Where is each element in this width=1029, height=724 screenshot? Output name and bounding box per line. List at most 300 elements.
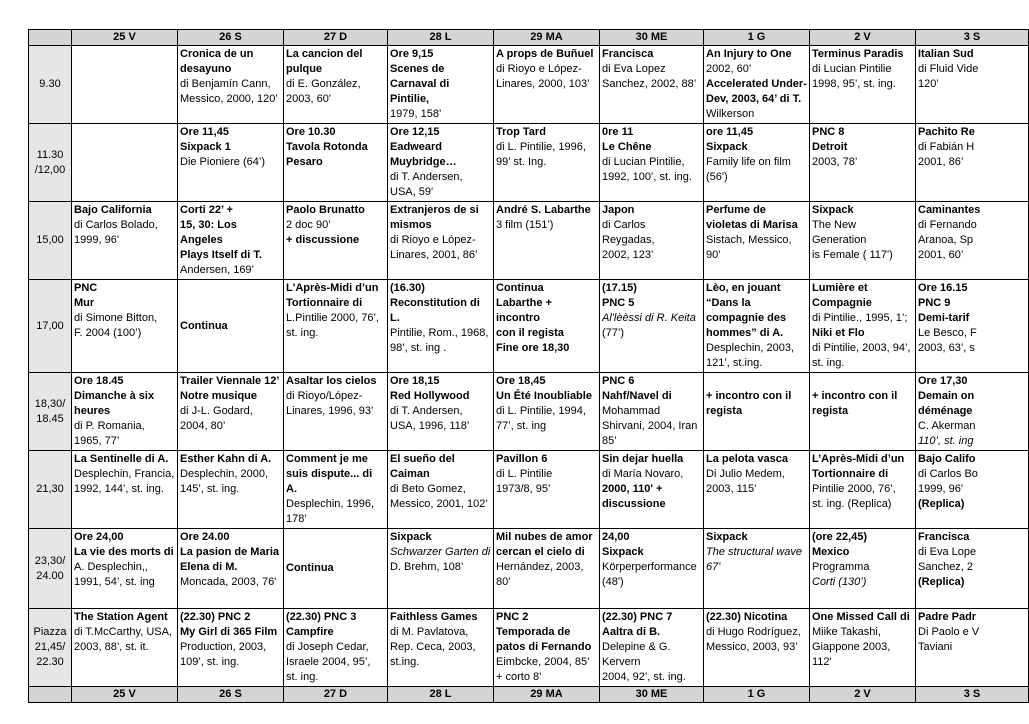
screening-cell [916, 373, 1029, 451]
screening-text: 121’, st.ing. [706, 357, 763, 369]
screening-cell [178, 451, 284, 529]
screening-cell [284, 451, 388, 529]
screening-text: 2004, 92’, st. ing. [602, 671, 686, 683]
screening-text: Caiman [390, 468, 430, 480]
screening-text: Campfire [286, 626, 334, 638]
time-label: 18.45 [36, 412, 64, 425]
screening-text: PNC 2 [496, 611, 529, 623]
screening-text: (17.15) [602, 282, 637, 294]
day-header: 26 S [178, 30, 284, 46]
screening-text: André S. Labarthe [496, 204, 591, 216]
schedule-table [28, 29, 1029, 703]
screening-text: Demi-tarif [918, 312, 970, 324]
screening-text: Corti 22’ + [180, 204, 233, 216]
screening-text: Trop Tard [496, 126, 546, 138]
screening-cell [916, 46, 1029, 124]
schedule-row [29, 609, 1029, 687]
screening-text: Esther Kahn di A. [180, 453, 272, 465]
screening-text: Linares, 2000, 103’ [496, 78, 590, 90]
screening-text: PNC 8 [812, 126, 845, 138]
screening-text: cercan el cielo di [496, 546, 585, 558]
screening-text: st.ing. [390, 656, 420, 668]
screening-text: D. Brehm, 108’ [390, 561, 464, 573]
screening-text: 2002, 60’ [706, 63, 752, 75]
screening-text: Compagnie [812, 297, 872, 309]
screening-cell [600, 451, 704, 529]
screening-text: desayuno [180, 63, 232, 75]
screening-cell [284, 124, 388, 202]
screening-text: di Eva Lope [918, 546, 977, 558]
corner-cell [29, 30, 72, 46]
screening-text: Hernández, 2003, [496, 561, 584, 573]
screening-cell [494, 280, 600, 373]
day-header: 2 V [810, 687, 916, 703]
screening-cell [704, 46, 810, 124]
day-header: 25 V [72, 687, 178, 703]
screening-text: Continua [496, 282, 544, 294]
screening-text: Sin dejar huella [602, 453, 684, 465]
screening-text: Lèo, en jouant [706, 282, 781, 294]
screening-text: 0re 11 [602, 126, 634, 138]
screening-cell [810, 124, 916, 202]
screening-text: La pasion de Maria [180, 546, 280, 558]
screening-text: 112' [812, 656, 832, 668]
time-slot [29, 373, 72, 451]
header-row [29, 30, 1029, 46]
screening-cell [810, 529, 916, 609]
schedule-row [29, 373, 1029, 451]
screening-text: hommes” di A. [706, 327, 784, 339]
screening-cell [810, 609, 916, 687]
screening-text: A. Desplechin,, [74, 561, 148, 573]
screening-text: is Female ( 117') [812, 249, 893, 261]
screening-text: Sixpack [390, 531, 432, 543]
screening-text: Taviani [918, 641, 953, 653]
screening-text: Extranjeros de si [390, 204, 479, 216]
screening-text: USA, 59' [390, 186, 434, 198]
screening-text: La cancion del [286, 48, 363, 60]
screening-text: di P. Romania, [74, 420, 145, 432]
screening-text: Tortionnaire di [286, 297, 363, 309]
screening-text: One Missed Call di [812, 611, 910, 623]
screening-text: di Lucian Pintilie, [602, 156, 685, 168]
screening-text: Accelerated Under- [706, 78, 807, 90]
screening-text: F. 2004 (100’) [74, 327, 142, 339]
screening-text: 2003, 60' [286, 93, 331, 105]
screening-text: Wilkerson [706, 108, 755, 120]
screening-text: 1999, 96' [74, 234, 119, 246]
screening-text: Sanchez, 2 [918, 561, 974, 573]
screening-text: USA, 1996, 118’ [390, 420, 470, 432]
screening-cell [704, 451, 810, 529]
screening-cell [600, 529, 704, 609]
screening-text: PNC [74, 282, 98, 294]
screening-text: heures [74, 405, 111, 417]
screening-cell [284, 373, 388, 451]
screening-text: di Pintilie., 1995, 1’; [812, 312, 908, 324]
screening-text: Notre musique [180, 390, 258, 402]
screening-text: Giappone 2003, [812, 641, 891, 653]
screening-text: Al'lèèssi di R. Keita [602, 312, 696, 324]
screening-cell [388, 451, 494, 529]
screening-text: Detroit [812, 141, 848, 153]
screening-text: Francisca [918, 531, 970, 543]
day-header: 30 ME [600, 30, 704, 46]
screening-text: + discussione [286, 234, 360, 246]
screening-text: ore 11,45 [706, 126, 754, 138]
screening-text: Di Paolo e V [918, 626, 980, 638]
screening-text: di Simone Bitton, [74, 312, 158, 324]
screening-text: 67' [706, 561, 721, 573]
screening-text: Family life on film [706, 156, 791, 168]
screening-text: st. ing. (Replica) [812, 498, 892, 510]
screening-text: (16.30) [390, 282, 425, 294]
screening-text: di Rioyo/López- [286, 390, 363, 402]
screening-text: di Hugo Rodríguez, [706, 626, 801, 638]
screening-text: Andersen, 169’ [180, 264, 254, 276]
time-slot [29, 46, 72, 124]
screening-text: Corti (130’) [812, 576, 867, 588]
day-header: 26 S [178, 687, 284, 703]
screening-text: Elena di M. [180, 561, 238, 573]
day-header: 1 G [704, 30, 810, 46]
screening-text: Nahf/Navel di [602, 390, 672, 402]
screening-text: “Dans la [706, 297, 751, 309]
screening-cell [810, 46, 916, 124]
screening-text: Continua [286, 562, 334, 574]
screening-text: Red Hollywood [390, 390, 470, 402]
screening-text: Un Été Inoubliable [496, 390, 592, 402]
screening-cell [916, 609, 1029, 687]
screening-text: di M. Pavlatova, [390, 626, 469, 638]
screening-text: Eimbcke, 2004, 85’ [496, 656, 590, 668]
screening-text: Faithless Games [390, 611, 478, 623]
screening-text: (22.30) PNC 3 [286, 611, 357, 623]
screening-cell [178, 373, 284, 451]
screening-text: compagnie des [706, 312, 787, 324]
screening-text: 98’, st. ing . [390, 342, 447, 354]
screening-text: Reconstitution di L. [390, 297, 480, 324]
screening-text: Messico, 2000, 120’ [180, 93, 278, 105]
screening-cell [810, 451, 916, 529]
screening-cell [494, 373, 600, 451]
screening-text: Comment je me [286, 453, 368, 465]
screening-cell [600, 373, 704, 451]
screening-text: Messico, 2003, 93’ [706, 641, 798, 653]
screening-text: Israele 2004, 95’, [286, 656, 371, 668]
screening-text: Ore 17,30 [918, 375, 968, 387]
day-header: 3 S [916, 687, 1029, 703]
screening-cell [704, 373, 810, 451]
screening-text: Japon [602, 204, 635, 216]
screening-text: Ore 11,45 [180, 126, 229, 138]
screening-text: regista [812, 405, 849, 417]
screening-text: Italian Sud [918, 48, 974, 60]
screening-cell [600, 124, 704, 202]
screening-text: 2003, 115’ [706, 483, 757, 495]
screening-text: discussione [602, 498, 666, 510]
day-header: 27 D [284, 30, 388, 46]
screening-text: Production, 2003, [180, 641, 267, 653]
screening-text: di Benjamín Cann, [180, 78, 271, 90]
screening-text: Moncada, 2003, 76' [180, 576, 277, 588]
screening-text: di Carlos Bolado, [74, 219, 158, 231]
screening-text: Asaltar los cielos [286, 375, 377, 387]
screening-cell [600, 609, 704, 687]
time-label: 21,30 [36, 483, 64, 495]
screening-text: Tavola Rotonda [286, 141, 368, 153]
screening-cell [494, 202, 600, 280]
screening-text: + incontro con il [706, 390, 792, 402]
screening-text: Ore 18,45 [496, 375, 546, 387]
screening-text: Dimanche à six [74, 390, 155, 402]
screening-cell [704, 609, 810, 687]
screening-text: di Rioyo e López- [390, 234, 476, 246]
screening-text: Dev, 2003, 64’ di T. [706, 93, 802, 105]
day-header: 28 L [388, 30, 494, 46]
screening-cell [284, 609, 388, 687]
screening-text: 2001, 60’ [918, 249, 964, 261]
screening-cell [388, 609, 494, 687]
schedule-row [29, 46, 1029, 124]
screening-text: 1999, 96' [918, 483, 963, 495]
screening-text: My Girl di 365 Film [180, 626, 278, 638]
screening-text: suis dispute... di A. [286, 468, 373, 495]
screening-text: C. Akerman [918, 420, 976, 432]
screening-text: Di Julio Medem, [706, 468, 785, 480]
screening-text: st. ing. [286, 327, 319, 339]
screening-text: Bajo Califo [918, 453, 976, 465]
screening-text: 109’, st. ing. [180, 656, 240, 668]
screening-cell [388, 46, 494, 124]
screening-text: PNC 9 [918, 297, 951, 309]
time-label: Piazza [33, 626, 67, 638]
schedule-row [29, 529, 1029, 609]
schedule-row [29, 280, 1029, 373]
screening-cell [178, 529, 284, 609]
screening-text: Plays Itself di T. [180, 249, 262, 261]
screening-text: st. ing. [286, 671, 319, 683]
screening-text: 178’ [286, 513, 307, 525]
screening-text: 1979, 158’ [390, 108, 442, 120]
screening-cell [388, 373, 494, 451]
screening-text: Tortionnaire di [812, 468, 889, 480]
screening-text: Desplechin, Francia, [74, 468, 175, 480]
screening-text: Sixpack [812, 204, 854, 216]
screening-cell [284, 202, 388, 280]
screening-text: Mil nubes de amor [496, 531, 593, 543]
screening-text: Caminantes [918, 204, 981, 216]
screening-text: + incontro con il [812, 390, 898, 402]
time-slot [29, 124, 72, 202]
time-label: 11.30 [36, 148, 64, 161]
day-header: 2 V [810, 30, 916, 46]
screening-text: (Replica) [918, 498, 965, 510]
screening-text: Linares, 1996, 93’ [286, 405, 374, 417]
screening-cell [72, 609, 178, 687]
screening-cell [494, 46, 600, 124]
screening-text: El sueño del [390, 453, 455, 465]
screening-cell [810, 373, 916, 451]
time-label: 18,30/ [34, 397, 66, 410]
screening-cell [72, 280, 178, 373]
screening-cell [810, 280, 916, 373]
screening-text: Eadweard [390, 141, 442, 153]
screening-text: di L. Pintilie, 1996, [496, 141, 586, 153]
screening-text: 3 film (151’) [496, 219, 554, 231]
screening-text: An Injury to One [706, 48, 792, 60]
screening-text: di Carlos Reygadas, [602, 219, 655, 246]
screening-text: Sixpack [706, 531, 748, 543]
screening-text: st. ing. [812, 357, 845, 369]
screening-cell [600, 280, 704, 373]
screening-text: L'Après-Midi d’un [286, 282, 379, 294]
screening-text: di E. González, [286, 78, 361, 90]
screening-cell [284, 280, 388, 373]
screening-text: (48') [602, 576, 624, 588]
screening-text: pulque [286, 63, 323, 75]
screening-text: 2000, 110' + [602, 483, 663, 495]
screening-text: Desplechin, 2003, [706, 342, 795, 354]
screening-cell [704, 202, 810, 280]
screening-text: Linares, 2001, 86’ [390, 249, 478, 261]
screening-text: Francisca [602, 48, 654, 60]
screening-text: Sanchez, 2002, 88’ [602, 78, 697, 90]
screening-text: Miike Takashi, [812, 626, 881, 638]
screening-text: Körperperformance [602, 561, 697, 573]
screening-text: (Replica) [918, 576, 965, 588]
screening-text: 1991, 54’, st. ing [74, 576, 155, 588]
screening-text: Le Besco, F [918, 327, 977, 339]
schedule-row [29, 451, 1029, 529]
screening-text: Ore 10.30 [286, 126, 336, 138]
screening-text: di Rioyo e López- [496, 63, 582, 75]
screening-text: Labarthe + incontro [496, 297, 552, 324]
screening-text: Scenes de [390, 63, 445, 75]
screening-cell [704, 529, 810, 609]
screening-text: 77’, st. ing [496, 420, 547, 432]
screening-text: di Fabián H [918, 141, 975, 153]
screening-text: di María Novaro, [602, 468, 684, 480]
screening-text: Cronica de un [180, 48, 254, 60]
screening-text: mismos [390, 219, 432, 231]
time-label: 22.30 [36, 656, 64, 668]
screening-cell [916, 124, 1029, 202]
screening-text: di Eva Lopez [602, 63, 666, 75]
time-label: /12,00 [34, 163, 66, 176]
screening-text: 120’ [918, 78, 939, 90]
screening-text: The New Generation [812, 219, 867, 246]
screening-cell [178, 202, 284, 280]
screening-cell [72, 373, 178, 451]
screening-text [706, 374, 807, 389]
screening-text: PNC 6 [602, 375, 635, 387]
screening-text: Pachito Re [918, 126, 975, 138]
screening-cell [72, 451, 178, 529]
screening-text: Pesaro [286, 156, 323, 168]
screening-cell [600, 46, 704, 124]
day-header: 27 D [284, 687, 388, 703]
screening-cell [494, 124, 600, 202]
screening-text: Demain on [918, 390, 975, 402]
screening-text: Ore 18.45 [74, 375, 124, 387]
screening-text: di L. Pintilie [496, 468, 553, 480]
screening-text: 2002, 123’ [602, 249, 654, 261]
screening-text: di Beto Gomez, [390, 483, 466, 495]
screening-cell [916, 280, 1029, 373]
screening-cell [72, 529, 178, 609]
screening-text: Delepine & G. [602, 641, 671, 653]
screening-text: Desplechin, 1996, [286, 498, 375, 510]
screening-text: Ore 24,00 [74, 531, 124, 543]
time-slot [29, 280, 72, 373]
day-header: 28 L [388, 687, 494, 703]
screening-cell [810, 202, 916, 280]
screening-text: 110’, st. ing [918, 435, 974, 447]
screening-text: regista [706, 405, 743, 417]
screening-text: 1992, 144’, st. ing. [74, 483, 164, 495]
screening-text: Ore 18,15 [390, 375, 440, 387]
screening-text: 145’, st. ing. [180, 483, 240, 495]
screening-text: 1965, 77’ [74, 435, 120, 447]
screening-text: Ore 9,15 [390, 48, 434, 60]
screening-text: Mohammad [602, 405, 661, 417]
screening-text: Pavillon 6 [496, 453, 548, 465]
screening-text: (ore 22,45) [812, 531, 868, 543]
screening-text: di T.McCarthy, USA, [74, 626, 173, 638]
screening-text: di Pintilie, 2003, 94’, [812, 342, 911, 354]
screening-text: déménage [918, 405, 973, 417]
day-header: 30 ME [600, 687, 704, 703]
time-label: 24.00 [36, 569, 64, 582]
screening-text: (22.30) Nicotina [706, 611, 788, 623]
screening-text: Mexico [812, 546, 850, 558]
screening-text: Messico, 2001, 102’ [390, 498, 488, 510]
day-header: 29 MA [494, 30, 600, 46]
screening-text: 2003, 88’, st. it. [74, 641, 149, 653]
screening-text: patos di Fernando [496, 641, 592, 653]
screening-text: Pintilie, Rom., 1968, [390, 327, 489, 339]
screening-text: (22.30) PNC 2 [180, 611, 251, 623]
screening-text: con il regista [496, 327, 564, 339]
screening-text: di L. Pintilie, 1994, [496, 405, 586, 417]
screening-text: Mur [74, 297, 95, 309]
day-header: 1 G [704, 687, 810, 703]
screening-text: The structural wave [706, 546, 802, 558]
screening-text: Ore 16.15 [918, 282, 968, 294]
screening-text: Sixpack 1 [180, 141, 231, 153]
screening-text: Lumière et [812, 282, 868, 294]
screening-text: 2004, 80’ [180, 420, 226, 432]
time-label: 17,00 [36, 319, 64, 332]
screening-cell [494, 451, 600, 529]
screening-text: Bajo California [74, 204, 152, 216]
screening-text: Sixpack [706, 141, 748, 153]
screening-cell [388, 202, 494, 280]
screening-text: (77’) [602, 327, 625, 339]
screening-text: Ore 12,15 [390, 126, 440, 138]
screening-text: Pintilie 2000, 76’, [812, 483, 896, 495]
screening-text: L’Après-Midi d’un [812, 453, 905, 465]
screening-text: di Lucian Pintilie [812, 63, 892, 75]
screening-text: Aaltra di B. [602, 626, 661, 638]
screening-cell [388, 124, 494, 202]
screening-cell [916, 529, 1029, 609]
screening-text: di Fluid Vide [918, 63, 979, 75]
screening-text: Ore 24.00 [180, 531, 230, 543]
screening-text: 2 doc 90’ [286, 219, 331, 231]
screening-cell [494, 529, 600, 609]
